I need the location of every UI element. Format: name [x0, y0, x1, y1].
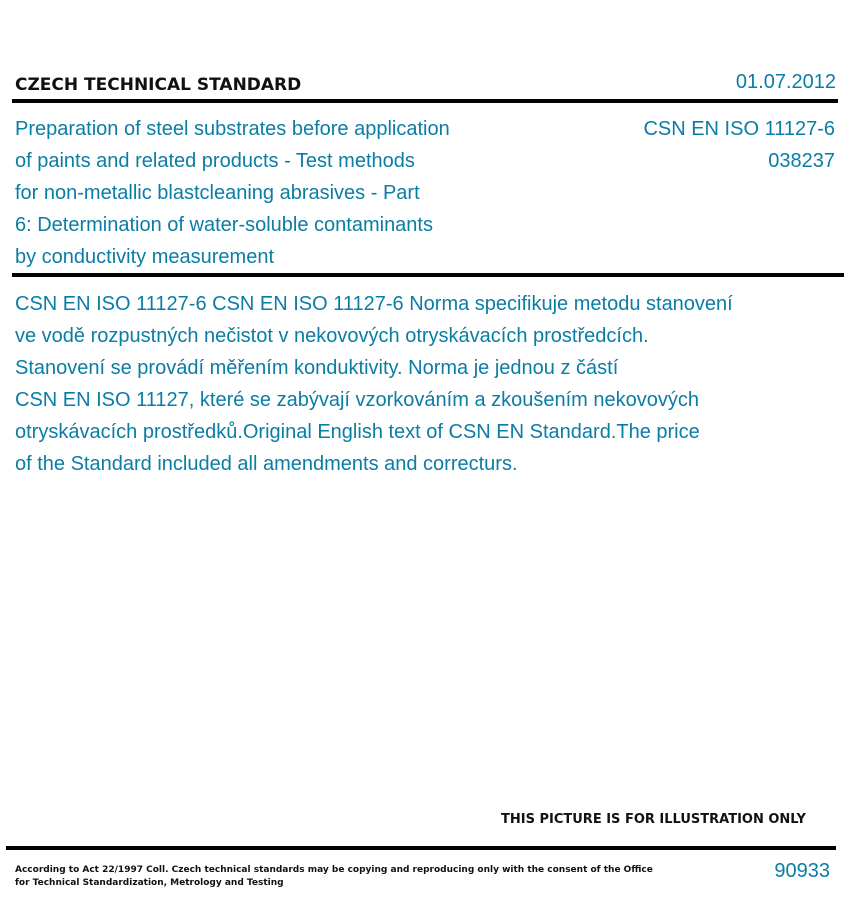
legal-line: According to Act 22/1997 Coll. Czech technical standards may be copying and reproducing only with the consent of the Office	[15, 865, 653, 875]
title-line: for non-metallic blastcleaning abrasives - Part	[15, 182, 420, 204]
footer-divider	[6, 846, 836, 850]
publication-date: 01.07.2012	[735, 71, 836, 93]
description-line: CSN EN ISO 11127-6 CSN EN ISO 11127-6 Norma specifikuje metodu stanovení	[15, 293, 733, 315]
title-line: by conductivity measurement	[15, 246, 275, 268]
title-line: of paints and related products - Test methods	[15, 150, 415, 172]
description-line: of the Standard included all amendments and correcturs.	[15, 453, 518, 475]
standard-description	[15, 288, 733, 480]
description-line: otryskávacích prostředků.Original English text of CSN EN Standard.The price	[15, 421, 700, 443]
catalog-number: 038237	[768, 150, 835, 172]
document-number: 90933	[774, 860, 830, 882]
header-divider	[12, 99, 838, 103]
title-line: 6: Determination of water-soluble contaminants	[15, 214, 433, 236]
standard-identifiers	[643, 113, 835, 177]
standard-title	[15, 113, 450, 273]
standard-code: CSN EN ISO 11127-6	[643, 118, 835, 140]
legal-line: for Technical Standardization, Metrology and Testing	[15, 878, 284, 888]
document-type-label: CZECH TECHNICAL STANDARD	[15, 75, 302, 95]
legal-notice	[15, 864, 653, 890]
title-divider	[12, 273, 844, 277]
illustration-note: THIS PICTURE IS FOR ILLUSTRATION ONLY	[501, 812, 806, 827]
description-line: CSN EN ISO 11127, které se zabývají vzorkováním a zkoušením nekovových	[15, 389, 700, 411]
title-line: Preparation of steel substrates before application	[15, 118, 450, 140]
description-line: Stanovení se provádí měřením konduktivity. Norma je jednou z částí	[15, 357, 619, 379]
description-line: ve vodě rozpustných nečistot v nekovových otryskávacích prostředcích.	[15, 325, 649, 347]
